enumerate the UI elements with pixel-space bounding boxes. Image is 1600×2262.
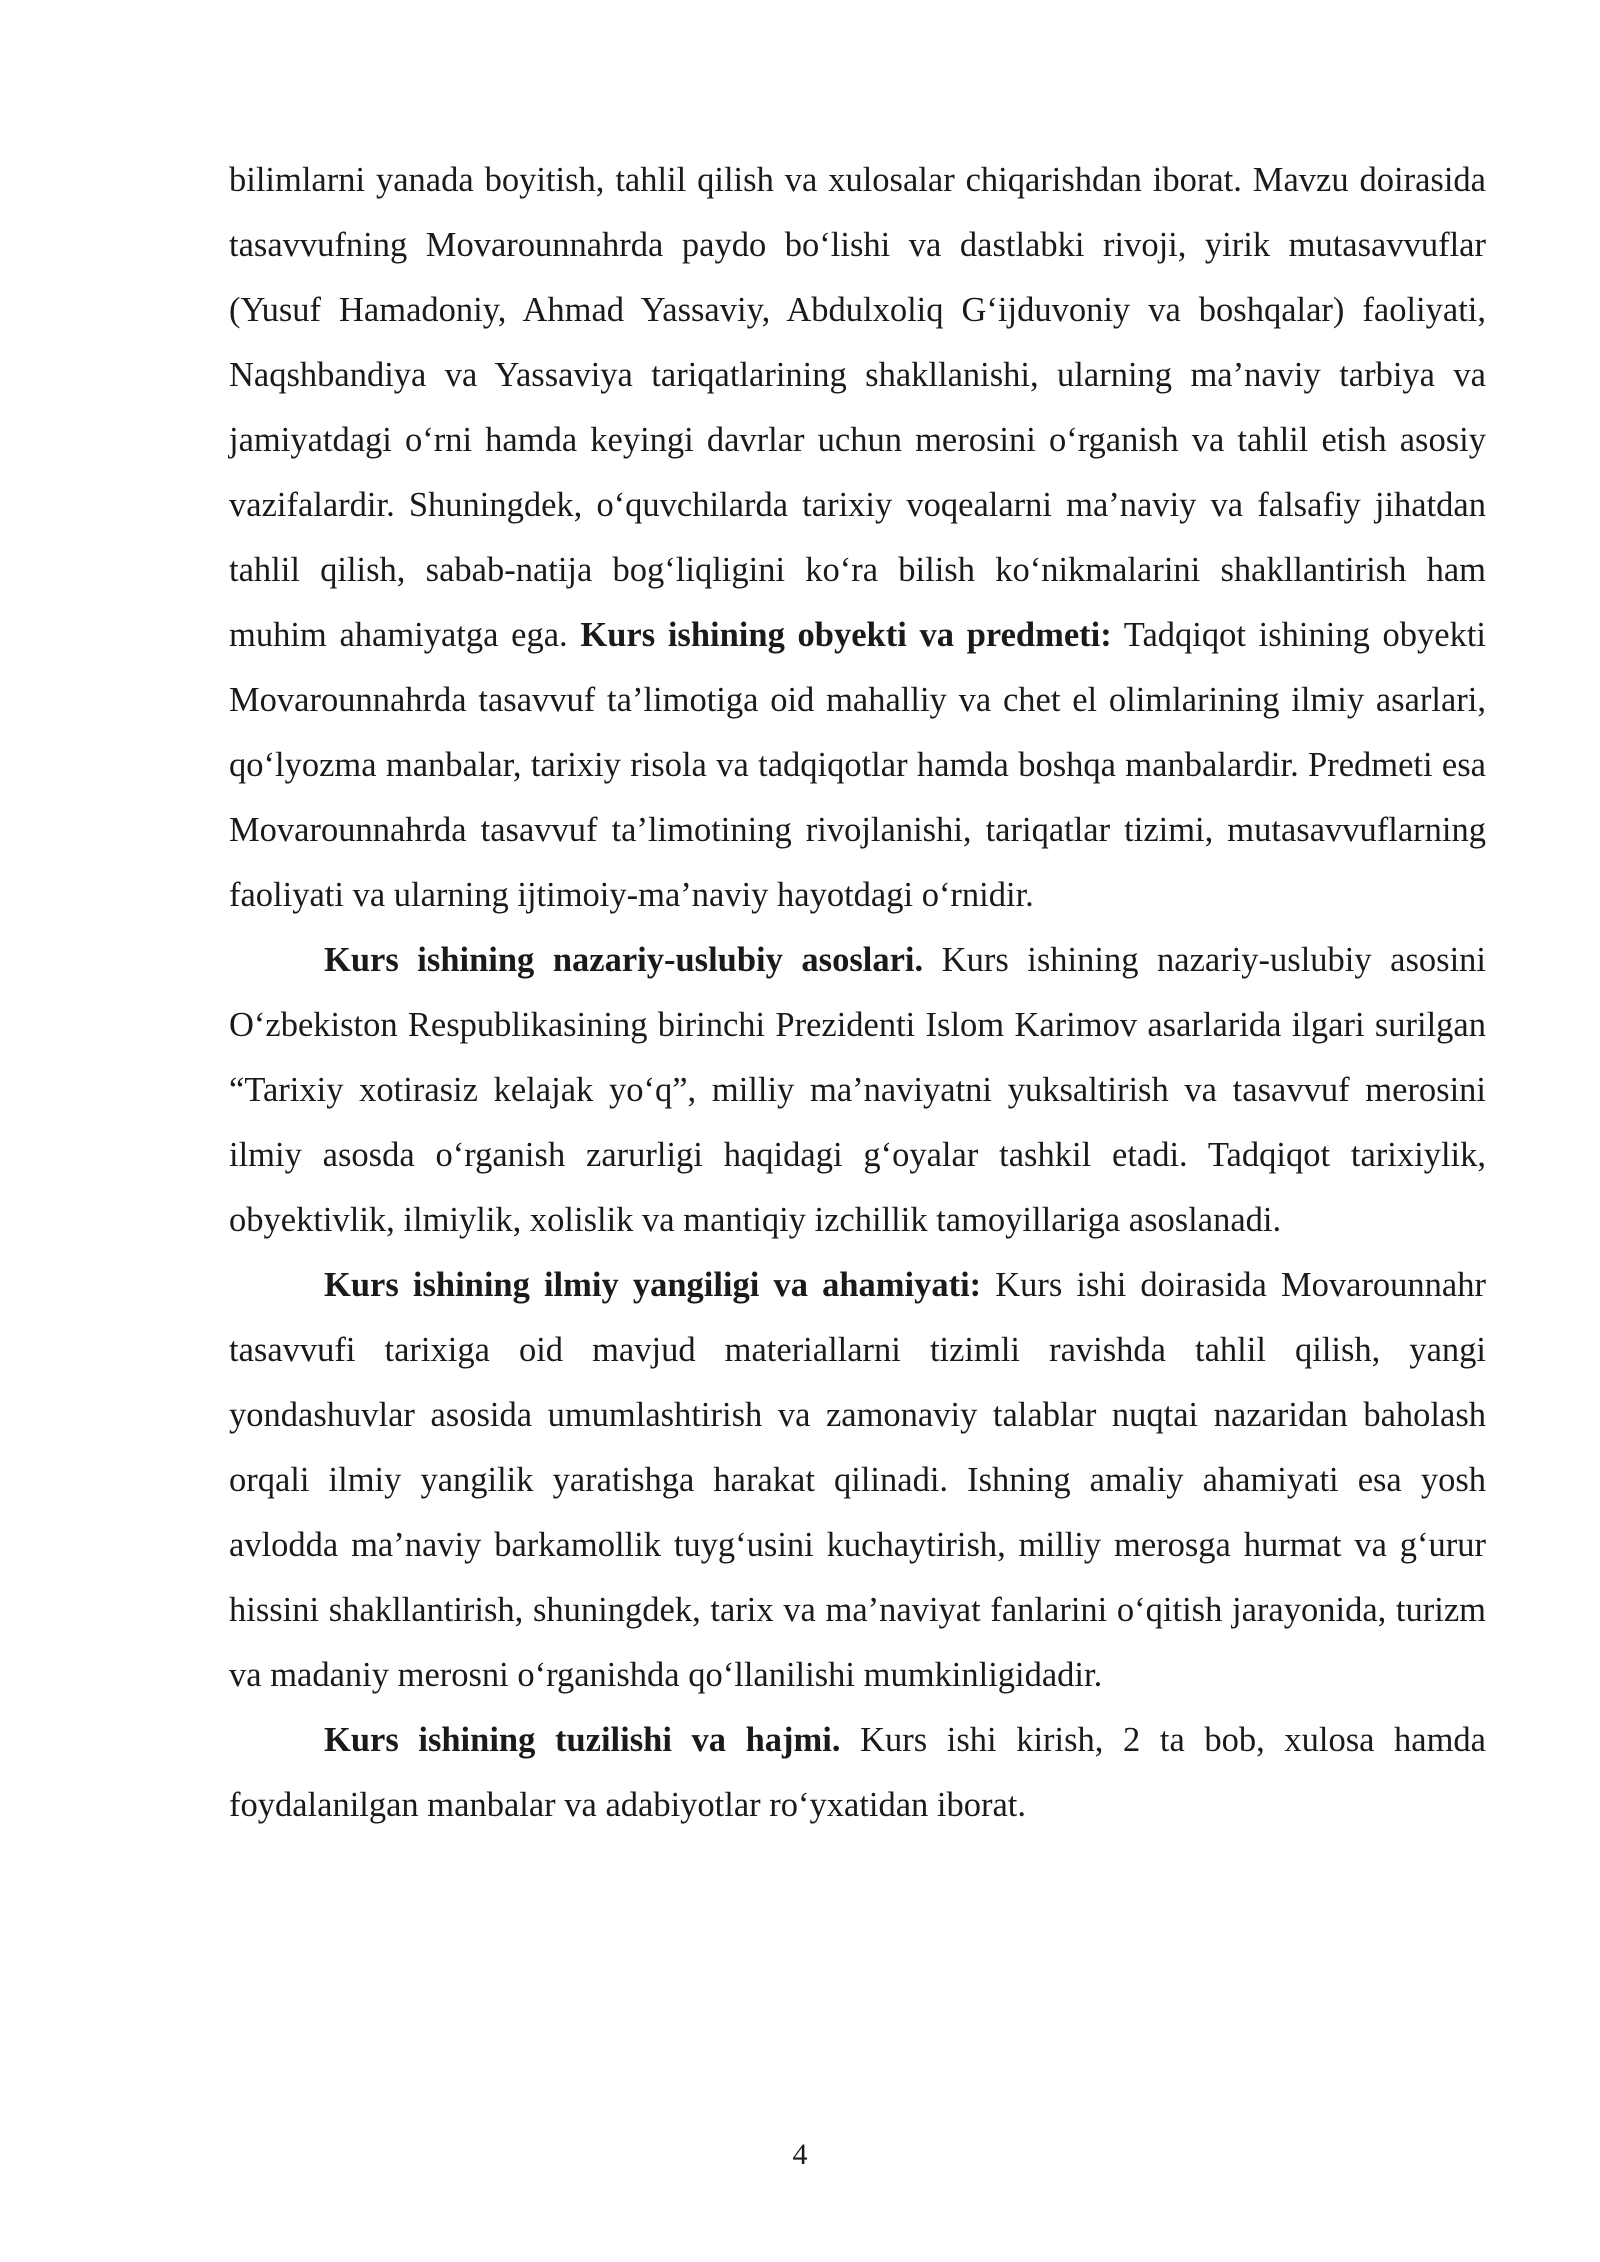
paragraph-lead-text: bilimlarni yanada boyitish, tahlil qilish va xulosalar chiqarishdan iborat. Mavzu doirasida tasavvufning Movarounnahrda paydo bo‘lishi va dastlabki rivoji, yirik mutasavvuflar (Yusuf Hamadoniy, Ahmad Yassaviy, Abdulxoliq G‘ijduvoniy va boshqalar) faoliyati, Naqshbandiya va Yassaviya tariqatlarining shakllanishi, ularning ma’naviy tarbiya va jamiyatdagi o‘rni hamda keyingi davrlar uchun merosini o‘rganish va tahlil etish asosiy vazifalardir. Shuningdek, o‘quvchilarda tarixiy voqealarni ma’naviy va falsafiy jihatdan tahlil qilish, sabab-natija bog‘liqligini ko‘ra bilish ko‘nikmalarini shakllantirish ham muhim ahamiyatga ega. (229, 161, 1486, 654)
paragraph-body: Kurs ishi doirasida Movarounnahr tasavvufi tarixiga oid mavjud materiallarni tizimli ravishda tahlil qilish, yangi yondashuvlar asosida umumlashtirish va zamonaviy talablar nuqtai nazaridan baholash orqali ilmiy yangilik yaratishga harakat qilinadi. Ishning amaliy ahamiyati esa yosh avlodda ma’naviy barkamollik tuyg‘usini kuchaytirish, milliy merosga hurmat va g‘urur hissini shakllantirish, shuningdek, tarix va ma’naviyat fanlarini o‘qitish jarayonida, turizm va madaniy merosni o‘rganishda qo‘llanilishi mumkinligidadir. (229, 1266, 1486, 1694)
section-heading-object-subject: Kurs ishining obyekti va predmeti: (580, 616, 1112, 654)
paragraph-body: Tadqiqot ishining obyekti Movarounnahrda tasavvuf ta’limotiga oid mahalliy va chet el olimlarining ilmiy asarlari, qo‘lyozma manbalar, tarixiy risola va tadqiqotlar hamda boshqa manbalardir. Predmeti esa Movarounnahrda tasavvuf ta’limotining rivojlanishi, tariqatlar tizimi, mutasavvuflarning faoliyati va ularning ijtimoiy-ma’naviy hayotdagi o‘rnidir. (229, 616, 1486, 914)
section-heading-structure: Kurs ishining tuzilishi va hajmi. (324, 1721, 841, 1759)
paragraph-body: Kurs ishining nazariy-uslubiy asosini O‘zbekiston Respublikasining birinchi Prezidenti Islom Karimov asarlarida ilgari surilgan “Tarixiy xotirasiz kelajak yo‘q”, milliy ma’naviyatni yuksaltirish va tasavvuf merosini ilmiy asosda o‘rganish zarurligi haqidagi g‘oyalar tashkil etadi. Tadqiqot tarixiylik, obyektivlik, ilmiylik, xolislik va mantiqiy izchillik tamoyillariga asoslanadi. (229, 941, 1486, 1239)
paragraph-body: Kurs ishi kirish, 2 ta bob, xulosa hamda foydalanilgan manbalar va adabiyotlar ro‘yxatidan iborat. (229, 1721, 1486, 1824)
page-number: 4 (792, 2138, 808, 2171)
section-heading-novelty: Kurs ishining ilmiy yangiligi va ahamiyati: (324, 1266, 982, 1304)
document-page (229, 148, 1486, 1838)
paragraph-structure (229, 1708, 1486, 1838)
section-heading-methodology: Kurs ishining nazariy-uslubiy asoslari. (324, 941, 924, 979)
paragraph-methodology (229, 928, 1486, 1253)
paragraph-novelty (229, 1253, 1486, 1708)
paragraph-objective (229, 148, 1486, 928)
